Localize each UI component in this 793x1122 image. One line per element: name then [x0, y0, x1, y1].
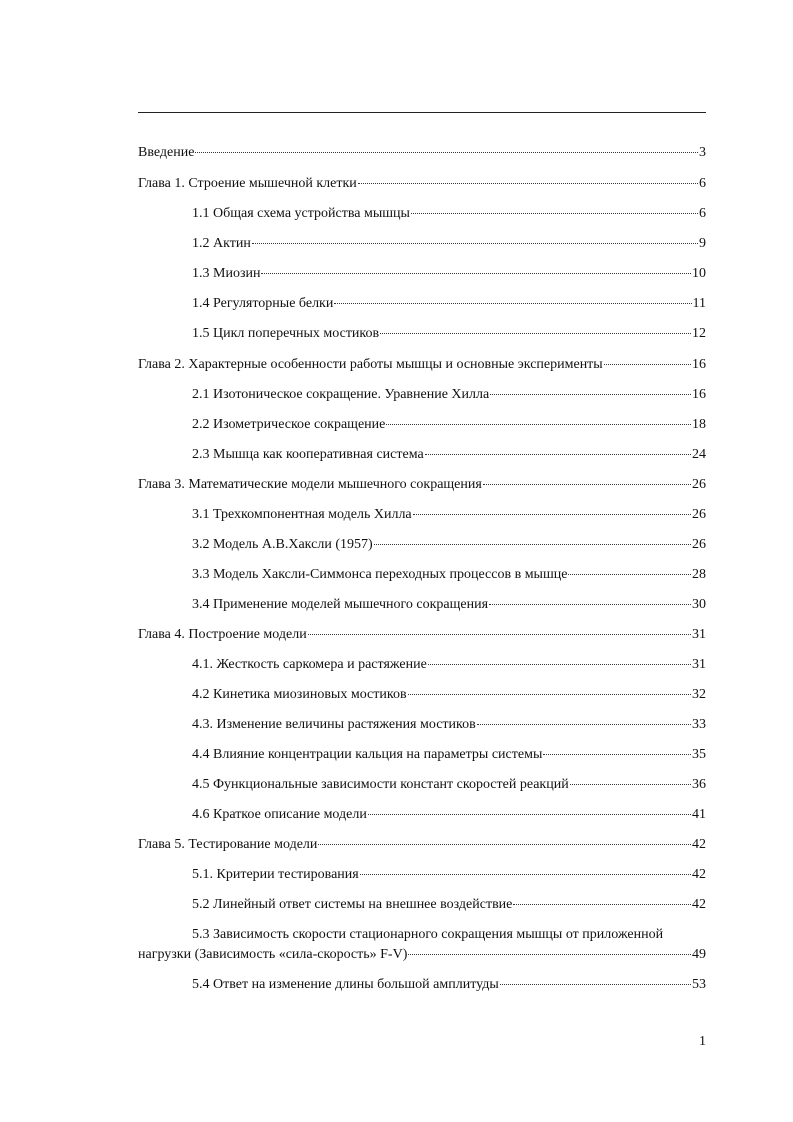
toc-entry-section-4-4 — [192, 746, 706, 764]
dot-leader — [413, 513, 691, 515]
dot-leader — [358, 182, 698, 184]
toc-entry-section-5-3-line-1 — [192, 926, 706, 944]
dot-leader — [386, 423, 691, 425]
toc-entry-page: 6 — [699, 176, 706, 191]
toc-entry-section-5-4 — [192, 976, 706, 994]
toc-entry-title: Введение — [138, 145, 195, 160]
dot-leader — [252, 242, 698, 244]
toc-entry-page: 53 — [692, 977, 706, 992]
toc-entry-title: 3.2 Модель А.В.Хаксли (1957) — [192, 537, 373, 552]
toc-entry-title: 5.4 Ответ на изменение длины большой амплитуды — [192, 977, 499, 992]
dot-leader — [428, 663, 691, 665]
toc-entry-chapter-5 — [138, 836, 706, 854]
toc-entry-section-4-5 — [192, 776, 706, 794]
toc-entry-page: 18 — [692, 417, 706, 432]
toc-entry-title: 1.3 Миозин — [192, 266, 261, 281]
toc-entry-page: 32 — [692, 687, 706, 702]
toc-entry-chapter-1 — [138, 175, 706, 193]
toc-entry-section-1-2 — [192, 235, 706, 253]
toc-entry-title: Глава 3. Математические модели мышечного сокращения — [138, 477, 482, 492]
toc-entry-section-3-3 — [192, 566, 706, 584]
toc-entry-page: 16 — [692, 387, 706, 402]
toc-entry-page: 49 — [692, 947, 706, 962]
toc-entry-section-3-1 — [192, 506, 706, 524]
toc-entry-title: 1.1 Общая схема устройства мышцы — [192, 206, 410, 221]
dot-leader — [318, 843, 691, 845]
toc-entry-title-continuation: нагрузки (Зависимость «сила-скорость» F-V) — [138, 947, 408, 962]
toc-entry-section-4-1 — [192, 656, 706, 674]
dot-leader — [568, 573, 691, 575]
dot-leader — [490, 393, 691, 395]
toc-entry-title: 4.6 Краткое описание модели — [192, 807, 367, 822]
dot-leader — [543, 753, 691, 755]
toc-entry-title: 4.3. Изменение величины растяжения мостиков — [192, 717, 476, 732]
toc-entry-title: 5.1. Критерии тестирования — [192, 867, 359, 882]
dot-leader — [425, 453, 691, 455]
dot-leader — [411, 212, 698, 214]
dot-leader — [308, 633, 691, 635]
toc-entry-chapter-2 — [138, 356, 706, 374]
toc-entry-page: 30 — [692, 597, 706, 612]
dot-leader — [604, 363, 691, 365]
dot-leader — [513, 903, 691, 905]
dot-leader — [374, 543, 691, 545]
toc-entry-title: 3.3 Модель Хаксли-Симмонса переходных процессов в мышце — [192, 567, 568, 582]
toc-entry-page: 16 — [692, 357, 706, 372]
toc-entry-page: 42 — [692, 867, 706, 882]
toc-entry-section-2-1 — [192, 386, 706, 404]
dot-leader — [408, 953, 691, 955]
toc-entry-page: 26 — [692, 477, 706, 492]
dot-leader — [360, 873, 691, 875]
toc-entry-section-3-2 — [192, 536, 706, 554]
toc-entry-section-2-2 — [192, 416, 706, 434]
dot-leader — [570, 783, 691, 785]
dot-leader — [489, 603, 691, 605]
toc-entry-section-3-4 — [192, 596, 706, 614]
dot-leader — [380, 332, 691, 334]
toc-entry-title: 4.2 Кинетика миозиновых мостиков — [192, 687, 407, 702]
toc-entry-title: Глава 4. Построение модели — [138, 627, 307, 642]
toc-entry-page: 9 — [699, 236, 706, 251]
toc-entry-page: 36 — [692, 777, 706, 792]
toc-entry-title: 4.4 Влияние концентрации кальция на параметры системы — [192, 747, 543, 762]
toc-entry-page: 11 — [692, 296, 706, 311]
dot-leader — [500, 983, 691, 985]
toc-entry-section-2-3 — [192, 446, 706, 464]
dot-leader — [261, 272, 691, 274]
dot-leader — [368, 813, 691, 815]
toc-entry-page: 31 — [692, 627, 706, 642]
toc-entry-title: 2.1 Изотоническое сокращение. Уравнение Хилла — [192, 387, 490, 402]
toc-entry-title: 1.4 Регуляторные белки — [192, 296, 334, 311]
toc-entry-section-1-3 — [192, 265, 706, 283]
toc-entry-page: 12 — [692, 326, 706, 341]
toc-entry-introduction — [138, 144, 706, 162]
toc-entry-title: 2.2 Изометрическое сокращение — [192, 417, 386, 432]
toc-entry-page: 26 — [692, 537, 706, 552]
toc-entry-section-1-1 — [192, 205, 706, 223]
toc-entry-section-4-2 — [192, 686, 706, 704]
toc-entry-section-5-3-line-2 — [138, 946, 706, 964]
toc-entry-title: Глава 1. Строение мышечной клетки — [138, 176, 357, 191]
toc-entry-page: 33 — [692, 717, 706, 732]
toc-entry-page: 28 — [692, 567, 706, 582]
toc-entry-section-5-1 — [192, 866, 706, 884]
dot-leader — [334, 302, 691, 304]
toc-entry-title: Глава 2. Характерные особенности работы мышцы и основные эксперименты — [138, 357, 603, 372]
toc-entry-page: 10 — [692, 266, 706, 281]
toc-entry-title: 1.5 Цикл поперечных мостиков — [192, 326, 380, 341]
toc-entry-title: 3.4 Применение моделей мышечного сокращения — [192, 597, 489, 612]
dot-leader — [408, 693, 691, 695]
toc-entry-page: 26 — [692, 507, 706, 522]
dot-leader — [195, 151, 698, 153]
toc-entry-section-1-5 — [192, 325, 706, 343]
toc-entry-chapter-3 — [138, 476, 706, 494]
toc-entry-title: 5.2 Линейный ответ системы на внешнее воздействие — [192, 897, 513, 912]
toc-entry-section-5-2 — [192, 896, 706, 914]
toc-entry-title: 1.2 Актин — [192, 236, 251, 251]
page-number: 1 — [699, 1034, 706, 1049]
dot-leader — [477, 723, 691, 725]
toc-entry-title: 2.3 Мышца как кооперативная система — [192, 447, 424, 462]
toc-entry-section-4-3 — [192, 716, 706, 734]
toc-entry-chapter-4 — [138, 626, 706, 644]
toc-entry-page: 31 — [692, 657, 706, 672]
toc-entry-section-4-6 — [192, 806, 706, 824]
dot-leader — [483, 483, 691, 485]
toc-entry-page: 42 — [692, 837, 706, 852]
toc-entry-title: 3.1 Трехкомпонентная модель Хилла — [192, 507, 412, 522]
toc-entry-page: 6 — [699, 206, 706, 221]
toc-entry-section-1-4 — [192, 295, 706, 313]
toc-entry-page: 3 — [699, 145, 706, 160]
toc-entry-title: 5.3 Зависимость скорости стационарного сокращения мышцы от приложенной — [192, 927, 664, 942]
toc-entry-page: 35 — [692, 747, 706, 762]
toc-entry-page: 41 — [692, 807, 706, 822]
toc-entry-page: 24 — [692, 447, 706, 462]
toc-entry-title: Глава 5. Тестирование модели — [138, 837, 318, 852]
toc-entry-title: 4.5 Функциональные зависимости констант скоростей реакций — [192, 777, 569, 792]
toc-entry-title: 4.1. Жесткость саркомера и растяжение — [192, 657, 427, 672]
toc-entry-page: 42 — [692, 897, 706, 912]
